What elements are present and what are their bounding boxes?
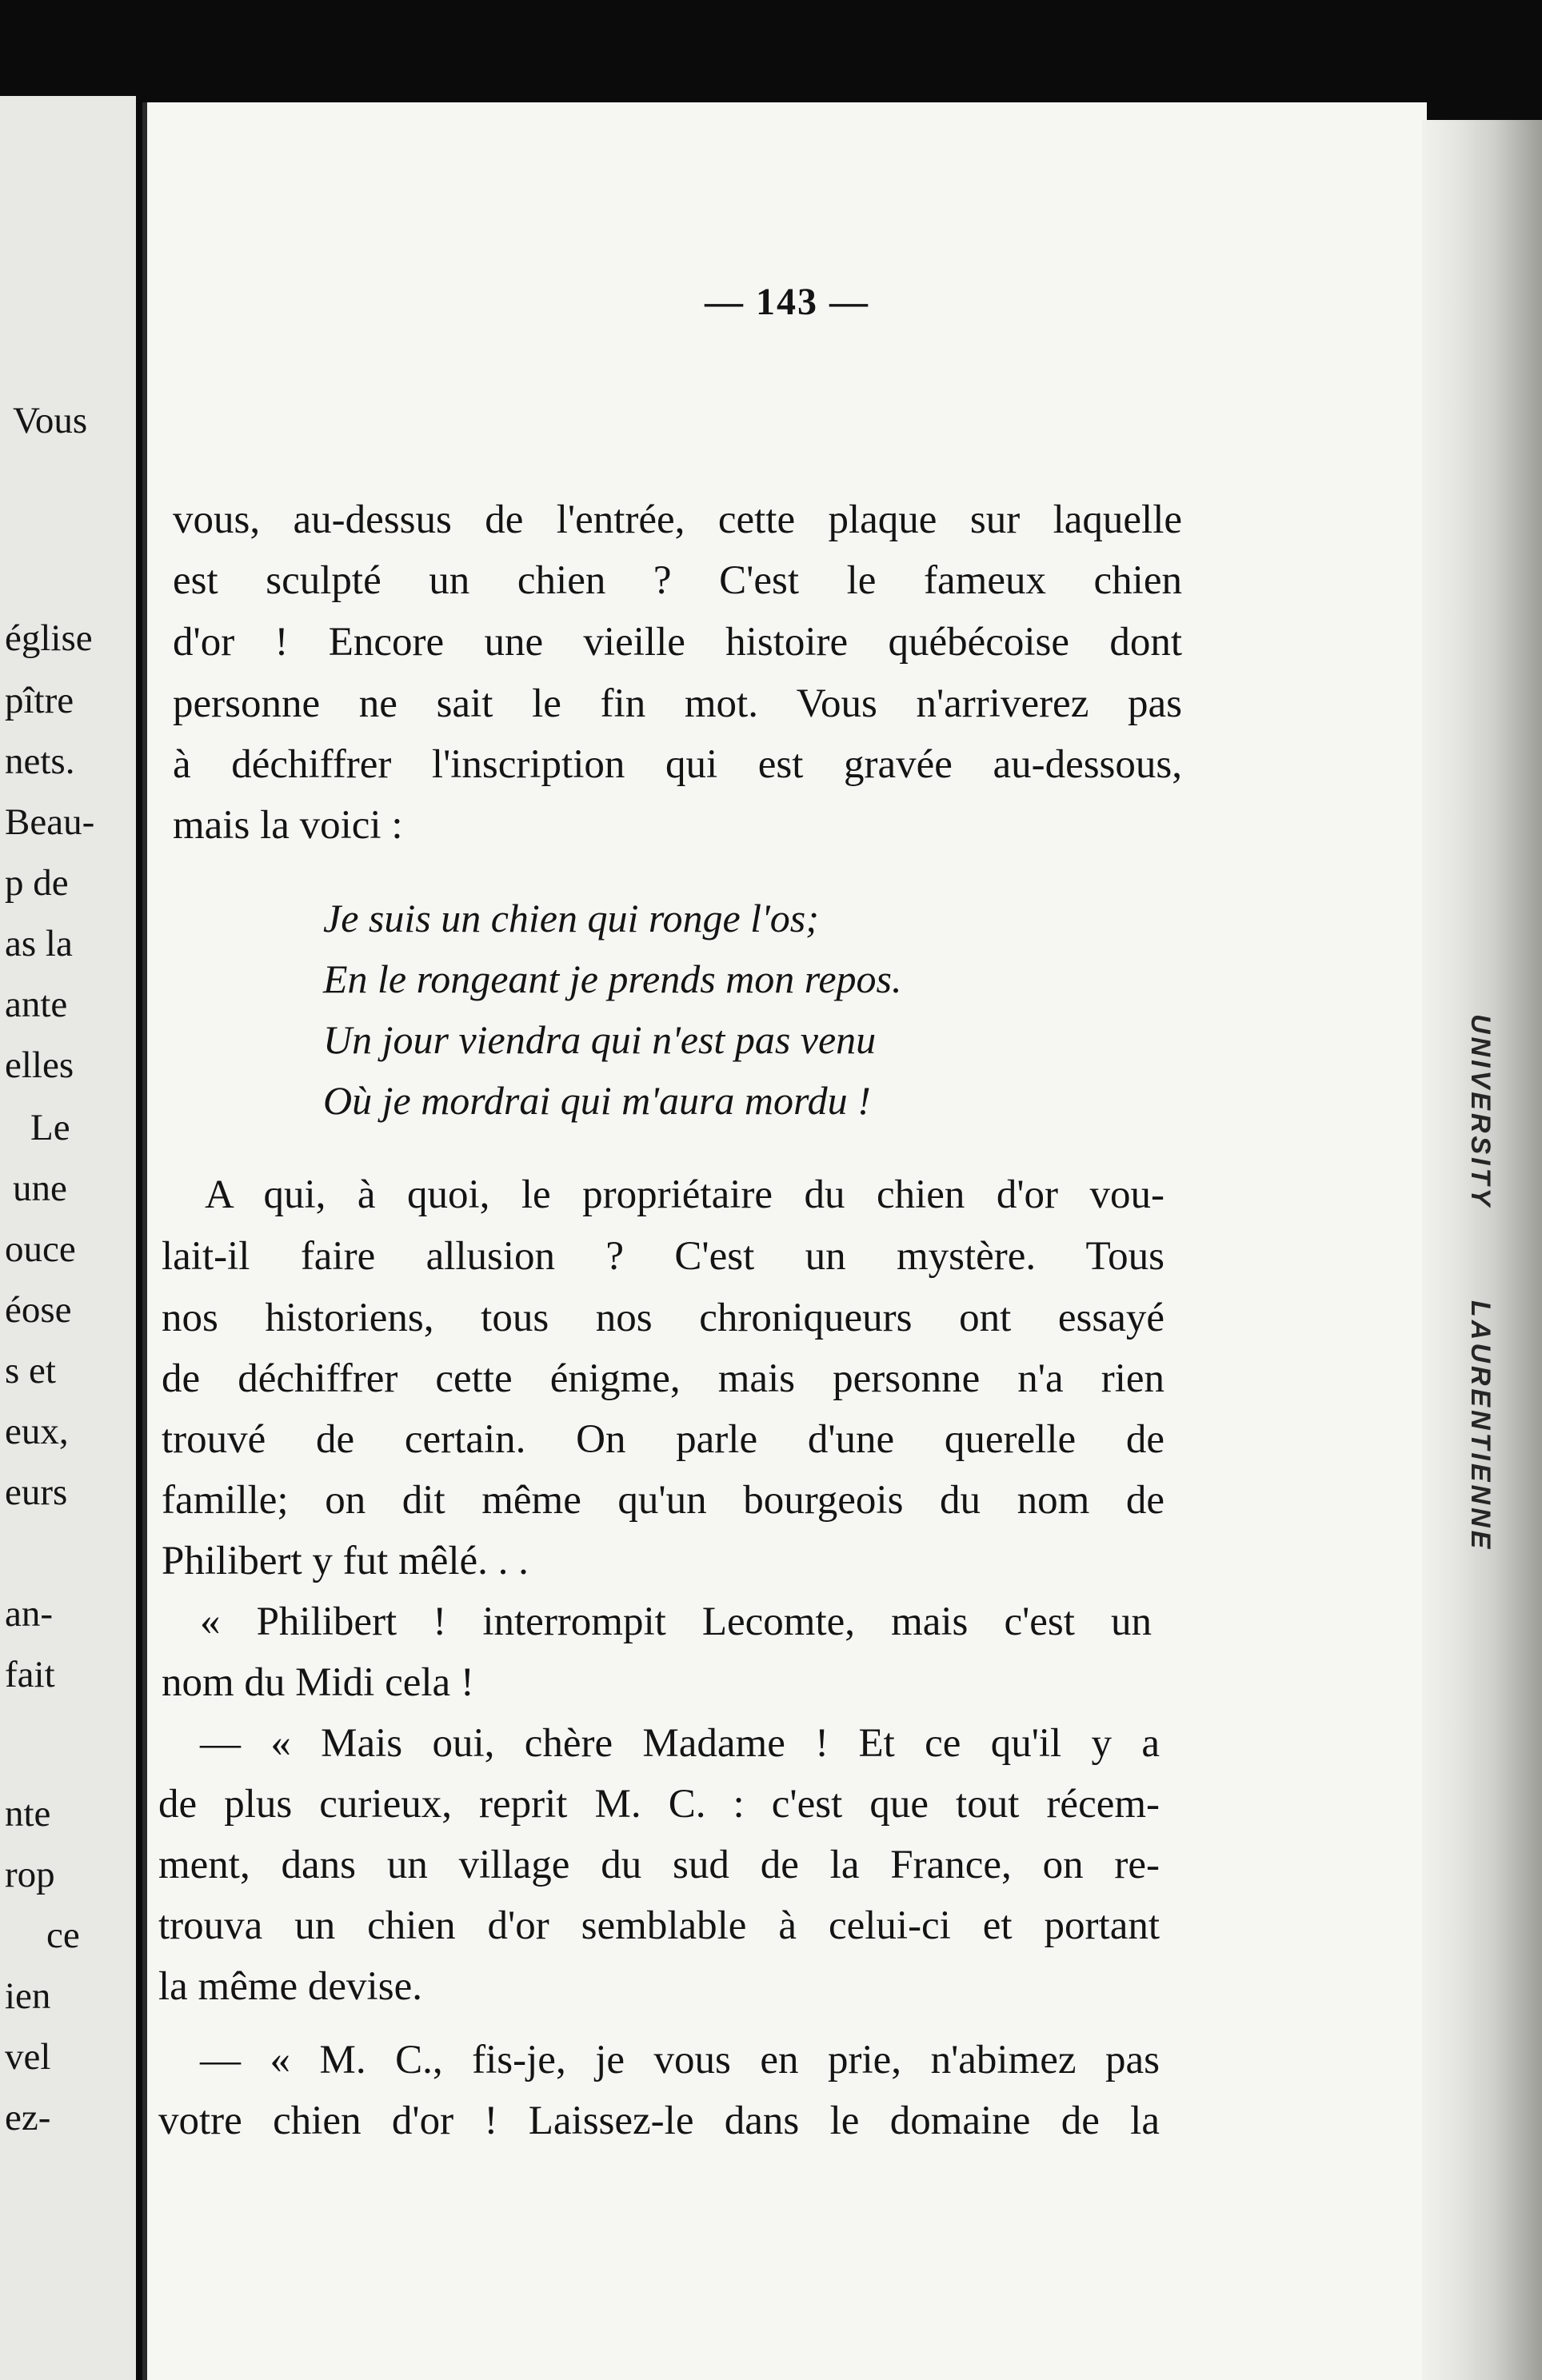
left-fragment: éose: [5, 1289, 72, 1331]
text-line: de plus curieux, reprit M. C. : c'est que tout récem-: [158, 1782, 1160, 1827]
left-fragment: eurs: [5, 1472, 68, 1513]
left-fragment: rop: [5, 1854, 55, 1895]
text-line: personne ne sait le fin mot. Vous n'arriverez pas: [173, 681, 1182, 726]
left-fragment: ien: [5, 1975, 51, 2017]
book-page: [142, 102, 1427, 2380]
text-line: vous, au-dessus de l'entrée, cette plaque sur laquelle: [173, 497, 1182, 542]
text-line: A qui, à quoi, le propriétaire du chien d'or vou-: [205, 1172, 1164, 1217]
left-fragment: an-: [5, 1593, 54, 1635]
book-edge: [1422, 120, 1542, 2380]
text-line: Philibert y fut mêlé. . .: [162, 1539, 529, 1583]
text-line: votre chien d'or ! Laissez-le dans le domaine de la: [158, 2098, 1160, 2143]
left-fragment: p de: [5, 862, 69, 904]
library-stamp-line: UNIVERSITY: [1465, 1014, 1496, 1210]
text-line: est sculpté un chien ? C'est le fameux chien: [173, 558, 1182, 603]
page-number: — 143 —: [705, 281, 869, 323]
library-stamp-line: LAURENTIENNE: [1465, 1300, 1496, 1552]
left-fragment: Vous: [13, 400, 88, 441]
left-fragment: vel: [5, 2036, 51, 2078]
text-line: ment, dans un village du sud de la France, on re-: [158, 1843, 1160, 1887]
left-fragment: pître: [5, 680, 74, 721]
verse-line: En le rongeant je prends mon repos.: [323, 956, 902, 1001]
text-line: trouvé de certain. On parle d'une querelle de: [162, 1417, 1164, 1462]
text-line: nos historiens, tous nos chroniqueurs ont essayé: [162, 1296, 1164, 1340]
left-fragment: ante: [5, 984, 68, 1025]
left-fragment: s et: [5, 1350, 56, 1392]
verse-line: Où je mordrai qui m'aura mordu !: [323, 1078, 871, 1123]
left-fragment: Beau-: [5, 801, 95, 843]
left-fragment: nets.: [5, 741, 75, 782]
left-fragment: fait: [5, 1654, 55, 1695]
left-fragment: Le: [30, 1107, 70, 1148]
text-line: la même devise.: [158, 1964, 422, 2009]
text-line: famille; on dit même qu'un bourgeois du nom de: [162, 1478, 1164, 1523]
left-fragment: ez-: [5, 2097, 51, 2138]
text-line: lait-il faire allusion ? C'est un mystère. Tous: [162, 1234, 1164, 1279]
left-fragment: une: [13, 1168, 67, 1209]
text-line: trouva un chien d'or semblable à celui-ci et portant: [158, 1903, 1160, 1948]
text-line: d'or ! Encore une vieille histoire québécoise dont: [173, 620, 1182, 665]
verse-line: Un jour viendra qui n'est pas venu: [323, 1017, 877, 1062]
text-line: à déchiffrer l'inscription qui est gravée au-dessous,: [173, 742, 1182, 787]
text-line: mais la voici :: [173, 803, 403, 848]
text-line: « Philibert ! interrompit Lecomte, mais c'est un: [200, 1599, 1152, 1644]
text-line: — « M. C., fis-je, je vous en prie, n'abimez pas: [200, 2038, 1160, 2082]
left-fragment: ce: [46, 1915, 80, 1956]
left-fragment: eux,: [5, 1411, 69, 1452]
left-fragment: as la: [5, 923, 73, 964]
verse-line: Je suis un chien qui ronge l'os;: [323, 896, 819, 940]
left-fragment: ouce: [5, 1228, 76, 1270]
left-fragment: nte: [5, 1793, 51, 1835]
text-line: de déchiffrer cette énigme, mais personne n'a rien: [162, 1356, 1164, 1401]
text-line: nom du Midi cela !: [162, 1660, 474, 1705]
text-line: — « Mais oui, chère Madame ! Et ce qu'il y a: [200, 1721, 1160, 1766]
left-fragment: église: [5, 617, 93, 659]
left-fragment: elles: [5, 1044, 74, 1086]
previous-page-margin: [0, 96, 136, 2380]
